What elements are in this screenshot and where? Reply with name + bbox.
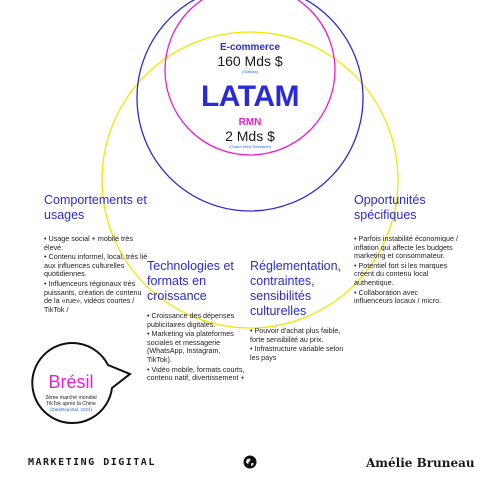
ecommerce-value: 160 Mds $ xyxy=(217,53,283,69)
rmn-block xyxy=(175,117,325,149)
column-title: Opportunités spécifiques xyxy=(354,193,426,222)
bullet-item: • Vidéo mobile, formats courts, contenu natif, divertissement + xyxy=(147,364,245,383)
bresil-source: (DataReportal, 2024) xyxy=(49,407,93,412)
bullet-item: • Contenu informel, local, très lié aux influences culturelles quotidiennes. xyxy=(44,252,148,279)
bullet-item: • Influenceurs régionaux très puissants, création de contenu de la «rue», vidéos courtes / TikTok / xyxy=(44,278,142,314)
bresil-title: Brésil xyxy=(48,372,94,392)
bullet-item: • Potentiel fort si les marques créent du contenu local authentique. xyxy=(354,260,448,287)
bullet-item: • Pouvoir d'achat plus faible, forte sensibilité au prix. xyxy=(250,326,341,344)
rmn-label: RMN xyxy=(238,117,262,128)
footer-author: Amélie Bruneau xyxy=(366,456,475,470)
column-title: Réglementation, contraintes, sensibilités culturelles xyxy=(250,259,342,318)
ecommerce-label: E-commerce xyxy=(219,42,281,53)
bullet-item: • Infrastructure variable selon les pays xyxy=(250,344,344,362)
latam-title: LATAM xyxy=(200,80,300,113)
rmn-value: 2 Mds $ xyxy=(225,128,275,144)
ecommerce-block xyxy=(175,42,325,74)
footer-brand: MARKETING DIGITAL xyxy=(28,457,156,468)
bullet-item: • Usage social + mobile très élevé. xyxy=(44,234,134,252)
column-bullets xyxy=(44,235,150,314)
bresil-text: 2ème marché mondial TikTok après la Chine xyxy=(45,395,97,407)
bullet-item: • Marketing via plateformes sociales et messagerie (WhatsApp, Instagram, TikTok). xyxy=(147,329,234,364)
bullet-item: • Collaboration avec influenceurs locaux / micro. xyxy=(354,287,442,306)
column-bullets xyxy=(250,327,348,362)
column-technologies xyxy=(147,259,245,384)
column-title: Technologies et formats en croissance xyxy=(147,259,234,303)
column-bullets xyxy=(354,235,458,306)
bullet-item: • Croissance des dépenses publicitaires digitales. xyxy=(147,311,235,329)
column-title: Comportements et usages xyxy=(44,193,147,222)
column-opportunites xyxy=(354,193,458,307)
bullet-item: • Parfois instabilité économique / inflation qui affecte les budgets marketing et consommateur. xyxy=(354,234,458,261)
column-bullets xyxy=(147,312,245,383)
bresil-callout xyxy=(38,372,104,412)
rmn-source: (Grand View Research) xyxy=(229,144,271,149)
ecommerce-source: (Statista) xyxy=(241,69,258,74)
globe-icon xyxy=(243,455,257,469)
column-comportements xyxy=(44,193,150,315)
column-reglementation xyxy=(250,259,348,363)
